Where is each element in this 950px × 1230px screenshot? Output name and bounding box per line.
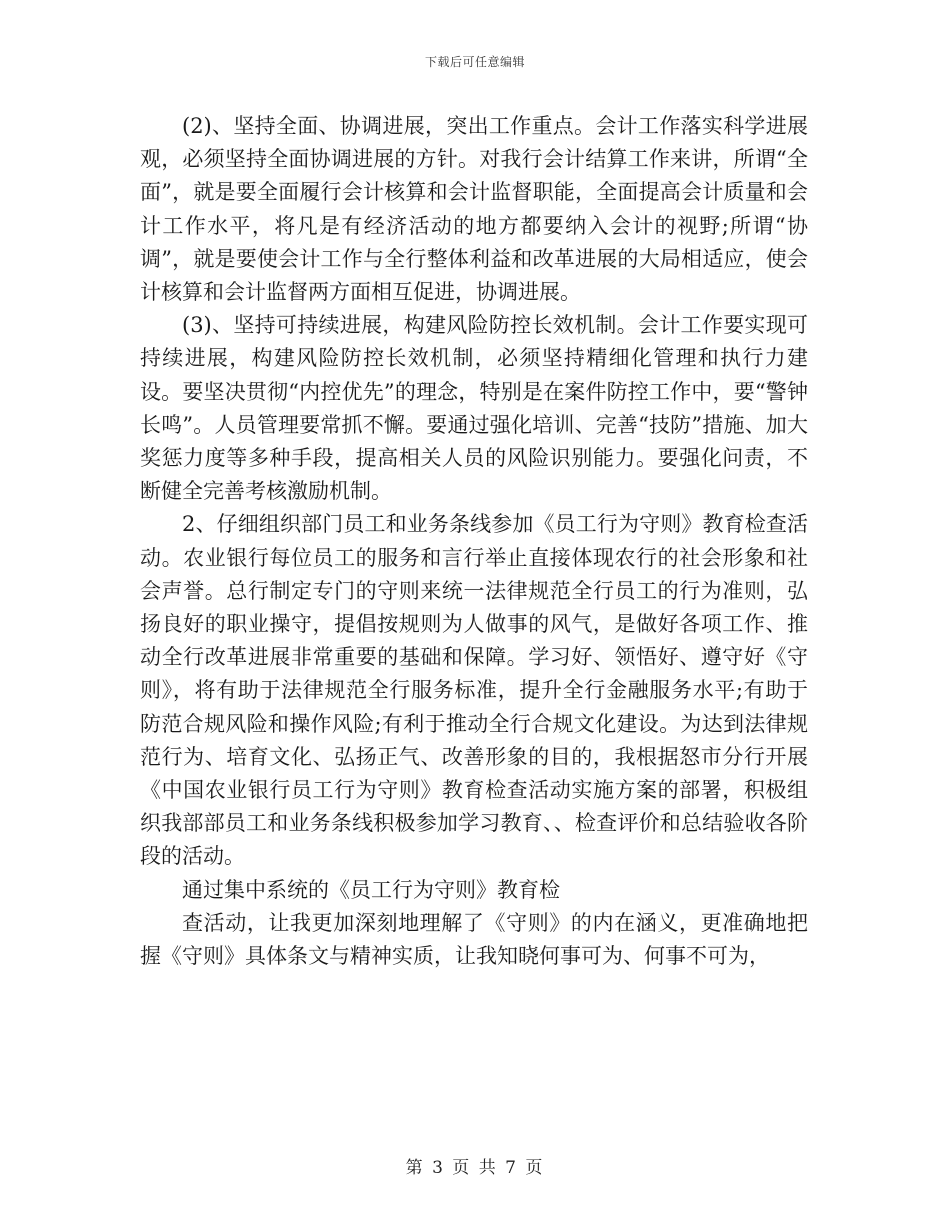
paragraph-continued: 查活动，让我更加深刻地理解了《守则》的内在涵义，更准确地把握《守则》具体条文与精神实质，让我知晓何事可为、何事不可为，: [140, 910, 808, 969]
paragraph-section-2: 2、仔细组织部门员工和业务条线参加《员工行为守则》教育检查活动。农业银行每位员工的服务和言行举止直接体现农行的社会形象和社会声誉。总行制定专门的守则来统一法律规范全行员工的行为准则，弘扬良好的职业操守，提倡按规则为人做事的风气，是做好各项工作、推动全行改革进展非常重要的基础和保障。学习好、领悟好、遵守好《守则》，将有助于法律规范全行服务标准，提升全行金融服务水平;有助于防范合规风险和操作风险;有利于推动全行合规文化建设。为达到法律规范行为、培育文化、弘扬正气、改善形象的目的，我根据怒市分行开展《中国农业银行员工行为守则》教育检查活动实施方案的部署，积极组织我部部员工和业务条线积极参加学习教育、、检查评价和总结验收各阶段的活动。: [140, 512, 808, 869]
paragraph-3: (3)、坚持可持续进展，构建风险防控长效机制。会计工作要实现可持续进展，构建风险防控长效机制，必须坚持精细化管理和执行力建设。要坚决贯彻“内控优先”的理念，特别是在案件防控工作中，要“警钟长鸣”。人员管理要常抓不懈。要通过强化培训、完善“技防”措施、加大奖惩力度等多种手段，提高相关人员的风险识别能力。要强化问责，不断健全完善考核激励机制。: [140, 313, 808, 504]
short-line: 通过集中系统的《员工行为守则》教育检: [182, 877, 560, 902]
header-note: 下载后可任意编辑: [424, 55, 525, 69]
document-body: [140, 110, 808, 973]
page-number: 第 3 页 共 7 页: [405, 1158, 545, 1178]
paragraph-2: (2)、坚持全面、协调进展，突出工作重点。会计工作落实科学进展观，必须坚持全面协调进展的方针。对我行会计结算工作来讲，所谓“全面”，就是要全面履行会计核算和会计监督职能，全面提高会计质量和会计工作水平，将凡是有经济活动的地方都要纳入会计的视野;所谓“协调”，就是要使会计工作与全行整体利益和改革进展的大局相适应，使会计核算和会计监督两方面相互促进，协调进展。: [140, 114, 808, 305]
